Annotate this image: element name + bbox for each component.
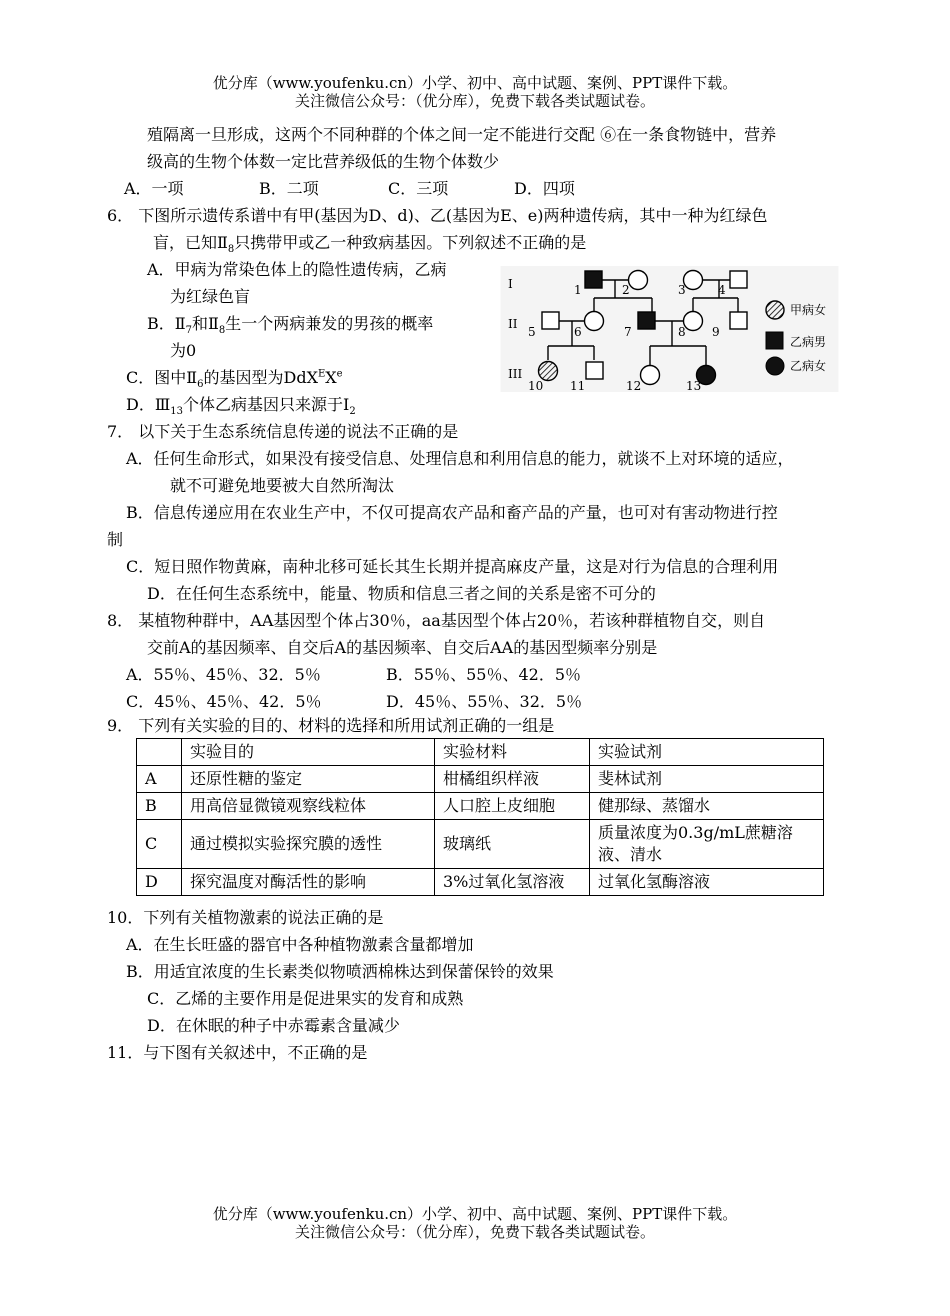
table-cell: 用高倍显微镜观察线粒体	[182, 793, 435, 820]
q6-stem-line-2: 盲，已知$Ⅱ_8$只携带甲或乙一种致病基因。下列叙述不正确的是	[153, 233, 587, 256]
q7-stem: 7． 以下关于生态系统信息传递的说法不正确的是	[107, 422, 459, 441]
page-header-line-1: 优分库（www.youfenku.cn）小学、初中、高中试题、案例、PPT课件下载。	[212, 74, 738, 92]
q5-continuation-line-1: 殖隔离一旦形成，这两个不同种群的个体之间一定不能进行交配 ⑥在一条食物链中，营养	[147, 125, 777, 144]
page-footer-line-2: 关注微信公众号：（优分库），免费下载各类试题试卷。	[294, 1223, 655, 1241]
table-cell: 通过模拟实验探究膜的透性	[182, 820, 435, 869]
q5-option-d: D．四项	[514, 179, 575, 198]
q5-continuation-line-2: 级高的生物个体数一定比营养级低的生物个体数少	[147, 152, 500, 171]
table-cell: 质量浓度为0.3g/mL蔗糖溶液、清水	[590, 820, 824, 869]
legend-hatched-circle-icon	[766, 301, 784, 319]
table-header-row	[137, 739, 824, 766]
q6-option-b-line-2: 为0	[170, 341, 197, 360]
q5-option-b: B．二项	[259, 179, 319, 198]
individual-2-female	[629, 271, 648, 290]
q7-option-b-line-1: B．信息传递应用在农业生产中，不仅可提高农产品和畜产品的产量，也可对有害动物进行控	[126, 503, 778, 522]
individual-11-male	[586, 362, 603, 379]
pedigree-diagram	[500, 262, 840, 394]
label-12: 12	[626, 379, 642, 393]
label-6: 6	[574, 325, 582, 339]
label-7: 7	[624, 325, 632, 339]
q7-option-a-line-1: A．任何生命形式，如果没有接受信息、处理信息和利用信息的能力，就谈不上对环境的适应，	[126, 449, 794, 468]
table-cell: 还原性糖的鉴定	[182, 766, 435, 793]
generation-label-1: I	[508, 277, 513, 291]
individual-7-affected-male	[638, 312, 655, 329]
q8-stem-line-1: 8． 某植物种群中，AA基因型个体占30％，aa基因型个体占20％，若该种群植物自交，则自	[107, 611, 766, 630]
q8-option-a: A．55％、45％、32．5％	[126, 665, 321, 684]
label-10: 10	[528, 379, 544, 393]
label-4: 4	[718, 283, 726, 297]
table-row	[137, 793, 824, 820]
generation-label-3: III	[508, 367, 523, 381]
q5-option-c: C．三项	[388, 179, 449, 198]
table-header-cell: 实验材料	[435, 739, 590, 766]
individual-9-male	[730, 312, 747, 329]
label-2: 2	[622, 283, 630, 297]
experiment-table	[136, 738, 824, 896]
table-cell: B	[137, 793, 182, 820]
q8-option-d: D．45％、55％、32．5％	[386, 692, 583, 711]
individual-5-male	[542, 312, 559, 329]
individual-10-affected-female	[539, 362, 558, 381]
label-1: 1	[574, 283, 582, 297]
q10-option-a: A．在生长旺盛的器官中各种植物激素含量都增加	[126, 935, 474, 954]
table-cell: 过氧化氢酶溶液	[590, 869, 824, 896]
individual-4-male	[730, 271, 747, 288]
page-header-line-2: 关注微信公众号：（优分库），免费下载各类试题试卷。	[294, 92, 655, 110]
table-header-cell: 实验目的	[182, 739, 435, 766]
table-header-cell: 实验试剂	[590, 739, 824, 766]
q10-option-b: B．用适宜浓度的生长素类似物喷洒棉株达到保蕾保铃的效果	[126, 962, 554, 981]
q7-option-c: C．短日照作物黄麻，南种北移可延长其生长期并提高麻皮产量，这是对行为信息的合理利用	[126, 557, 779, 576]
table-cell: D	[137, 869, 182, 896]
q6-option-a-line-2: 为红绿色盲	[170, 287, 251, 306]
q6-option-a-line-1: A．甲病为常染色体上的隐性遗传病，乙病	[147, 260, 447, 279]
q5-option-a: A．一项	[124, 179, 184, 198]
q8-stem-line-2: 交前A的基因频率、自交后A的基因频率、自交后AA的基因型频率分别是	[147, 638, 658, 657]
q8-option-c: C．45％、45％、42．5％	[126, 692, 322, 711]
table-cell: 探究温度对酶活性的影响	[182, 869, 435, 896]
q7-option-b-line-2: 制	[107, 530, 124, 549]
q6-stem-line-1: 6． 下图所示遗传系谱中有甲(基因为D、d)、乙(基因为E、e)两种遗传病，其中一种为红绿色	[107, 206, 768, 225]
q6-option-c: C．图中$Ⅱ_6$的基因型为DdX$^E$Xe	[126, 368, 343, 391]
individual-8-female	[684, 312, 703, 331]
individual-1-affected-male	[585, 271, 602, 288]
q7-option-d: D．在任何生态系统中，能量、物质和信息三者之间的关系是密不可分的	[147, 584, 656, 603]
q10-stem: 10．下列有关植物激素的说法正确的是	[107, 908, 384, 927]
table-cell: 人口腔上皮细胞	[435, 793, 590, 820]
q6-option-b-line-1: B．$Ⅱ_7$和$Ⅱ_8$生一个两病兼发的男孩的概率	[147, 314, 434, 337]
legend-label-2: 乙病男	[790, 335, 827, 349]
generation-label-2: II	[508, 317, 518, 331]
table-cell: 玻璃纸	[435, 820, 590, 869]
table-row	[137, 869, 824, 896]
individual-12-female	[641, 366, 660, 385]
legend-label-1: 甲病女	[790, 303, 827, 317]
table-cell: 斐林试剂	[590, 766, 824, 793]
label-9: 9	[712, 325, 720, 339]
label-13: 13	[686, 379, 702, 393]
legend-filled-circle-icon	[766, 357, 784, 375]
label-5: 5	[528, 325, 536, 339]
label-3: 3	[678, 283, 686, 297]
q10-option-c: C．乙烯的主要作用是促进果实的发育和成熟	[147, 989, 464, 1008]
table-row	[137, 766, 824, 793]
q9-stem: 9． 下列有关实验的目的、材料的选择和所用试剂正确的一组是	[107, 716, 555, 735]
q7-option-a-line-2: 就不可避免地要被大自然所淘汰	[170, 476, 395, 495]
table-cell: 3%过氧化氢溶液	[435, 869, 590, 896]
table-header-cell	[137, 739, 182, 766]
individual-3-female	[684, 271, 703, 290]
q8-option-b: B．55％、55％、42．5％	[386, 665, 582, 684]
label-8: 8	[678, 325, 686, 339]
table-cell: 柑橘组织样液	[435, 766, 590, 793]
individual-6-female	[585, 312, 604, 331]
q6-option-d: D．$Ⅲ_{13}$个体乙病基因只来源于$I_2$	[126, 395, 356, 418]
table-cell: 健那绿、蒸馏水	[590, 793, 824, 820]
table-row	[137, 820, 824, 869]
table-cell: A	[137, 766, 182, 793]
table-cell: C	[137, 820, 182, 869]
q11-stem: 11．与下图有关叙述中，不正确的是	[107, 1043, 368, 1062]
legend-label-3: 乙病女	[790, 359, 827, 373]
page-footer-line-1: 优分库（www.youfenku.cn）小学、初中、高中试题、案例、PPT课件下载。	[212, 1205, 738, 1223]
label-11: 11	[570, 379, 586, 393]
legend-filled-square-icon	[766, 332, 783, 349]
q10-option-d: D．在休眠的种子中赤霉素含量减少	[147, 1016, 400, 1035]
